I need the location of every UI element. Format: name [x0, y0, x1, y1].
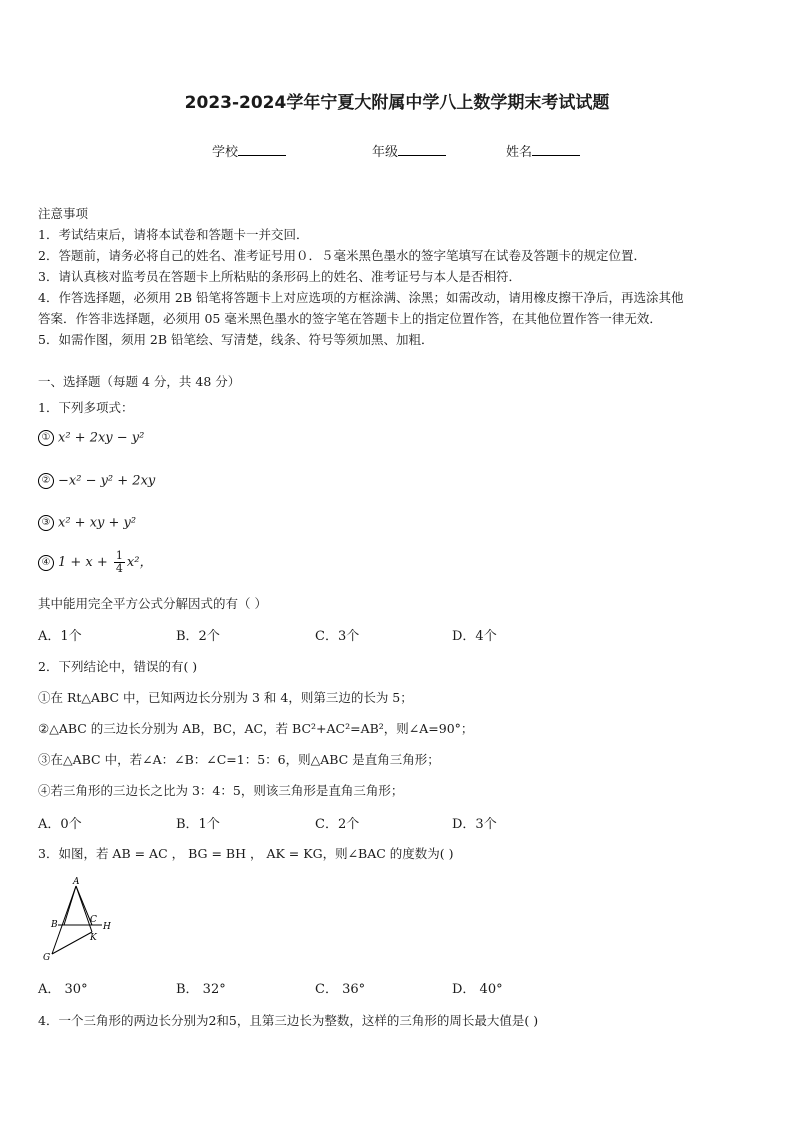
expression-suffix: x²， [126, 555, 153, 570]
notice-heading: 注意事项 [38, 206, 89, 221]
q2-statement: ②△ABC 的三边长分别为 AB，BC，AC，若 BC²+AC²=AB²，则∠A=90°； [38, 721, 474, 736]
notice-item: 3．请认真核对监考员在答题卡上所粘贴的条形码上的姓名、准考证号与本人是否相符． [38, 269, 521, 284]
question-3-stem: 3．如图，若 AB = AC ， BG = BH ， AK = KG，则∠BAC 的度数为( ) [38, 846, 454, 861]
q1-item-1 [38, 430, 144, 446]
question-1-ask: 其中能用完全平方公式分解因式的有（ ） [38, 596, 267, 611]
expression: x² + xy + y² [58, 515, 137, 531]
notice-item: 2．答题前，请务必将自己的姓名、准考证号用０．５毫米黑色墨水的签字笔填写在试卷及答题卡的规定位置． [38, 248, 646, 263]
q1-item-4 [38, 550, 152, 575]
q1-option-d[interactable]: D．4个 [452, 629, 497, 644]
q2-option-c[interactable]: C．2个 [315, 817, 360, 832]
q2-statement: ①在 Rt△ABC 中，已知两边长分别为 3 和 4，则第三边的长为 5； [38, 690, 413, 705]
notice-item: 4．作答选择题，必须用 2B 铅笔将答题卡上对应选项的方框涂满、涂黑；如需改动，请用橡皮擦干净后，再选涂其他 [38, 290, 684, 305]
circled-number: ③ [38, 515, 54, 531]
q2-statement: ③在△ABC 中，若∠A：∠B：∠C=1：5：6，则△ABC 是直角三角形； [38, 752, 440, 767]
label-k: K [90, 933, 97, 943]
expression: x² + 2xy − y² [58, 430, 145, 446]
q1-item-3 [38, 515, 136, 531]
q3-option-c[interactable]: C． 36° [315, 982, 366, 997]
q1-item-2 [38, 473, 155, 489]
notice-item: 5．如需作图，须用 2B 铅笔绘、写清楚，线条、符号等须加黑、加粗． [38, 332, 434, 347]
section-heading: 一、选择题（每题 4 分，共 48 分） [38, 374, 241, 389]
question-2-stem: 2．下列结论中，错误的有( ) [38, 659, 198, 674]
q3-option-a[interactable]: A． 30° [38, 982, 88, 997]
label-b: B [51, 920, 58, 930]
label-g: G [43, 953, 51, 963]
grade-label: 年级 [372, 145, 399, 160]
triangle-figure [36, 874, 126, 964]
circled-number: ① [38, 430, 54, 446]
fraction-numerator: 1 [115, 549, 123, 562]
q2-option-a[interactable]: A．0个 [38, 817, 82, 832]
expression: −x² − y² + 2xy [58, 473, 156, 489]
q2-option-d[interactable]: D．3个 [452, 817, 497, 832]
expression-prefix: 1 + x + [58, 555, 112, 570]
label-a: A [73, 877, 80, 887]
fraction [114, 550, 125, 575]
q1-option-b[interactable]: B．2个 [176, 629, 220, 644]
q3-option-d[interactable]: D． 40° [452, 982, 503, 997]
school-field [212, 141, 286, 160]
q1-option-c[interactable]: C．3个 [315, 629, 360, 644]
label-h: H [103, 922, 111, 932]
label-c: C [90, 915, 97, 925]
school-label: 学校 [212, 145, 239, 160]
circled-number: ④ [38, 555, 54, 571]
segment-gk [52, 932, 92, 954]
notice-item: 1．考试结束后，请将本试卷和答题卡一并交回． [38, 227, 309, 242]
question-4-stem: 4．一个三角形的两边长分别为2和5，且第三边长为整数，这样的三角形的周长最大值是( ) [38, 1013, 539, 1028]
q2-option-b[interactable]: B．1个 [176, 817, 220, 832]
name-blank[interactable] [532, 143, 580, 156]
school-blank[interactable] [238, 143, 286, 156]
q1-option-a[interactable]: A．1个 [38, 629, 82, 644]
q2-statement: ④若三角形的三边长之比为 3：4：5，则该三角形是直角三角形； [38, 783, 404, 798]
circled-number: ② [38, 473, 54, 489]
grade-blank[interactable] [398, 143, 446, 156]
q3-option-b[interactable]: B． 32° [176, 982, 226, 997]
name-field [506, 141, 580, 160]
fraction-denominator: 4 [115, 562, 123, 575]
grade-field [372, 141, 446, 160]
notice-item: 答案．作答非选择题，必须用 05 毫米黑色墨水的签字笔在答题卡上的指定位置作答，在其他位置作答一律无效． [38, 311, 662, 326]
question-1-stem: 1．下列多项式： [38, 400, 134, 415]
page-title: 2023-2024学年宁夏大附属中学八上数学期末考试试题 [184, 93, 610, 113]
name-label: 姓名 [506, 145, 533, 160]
